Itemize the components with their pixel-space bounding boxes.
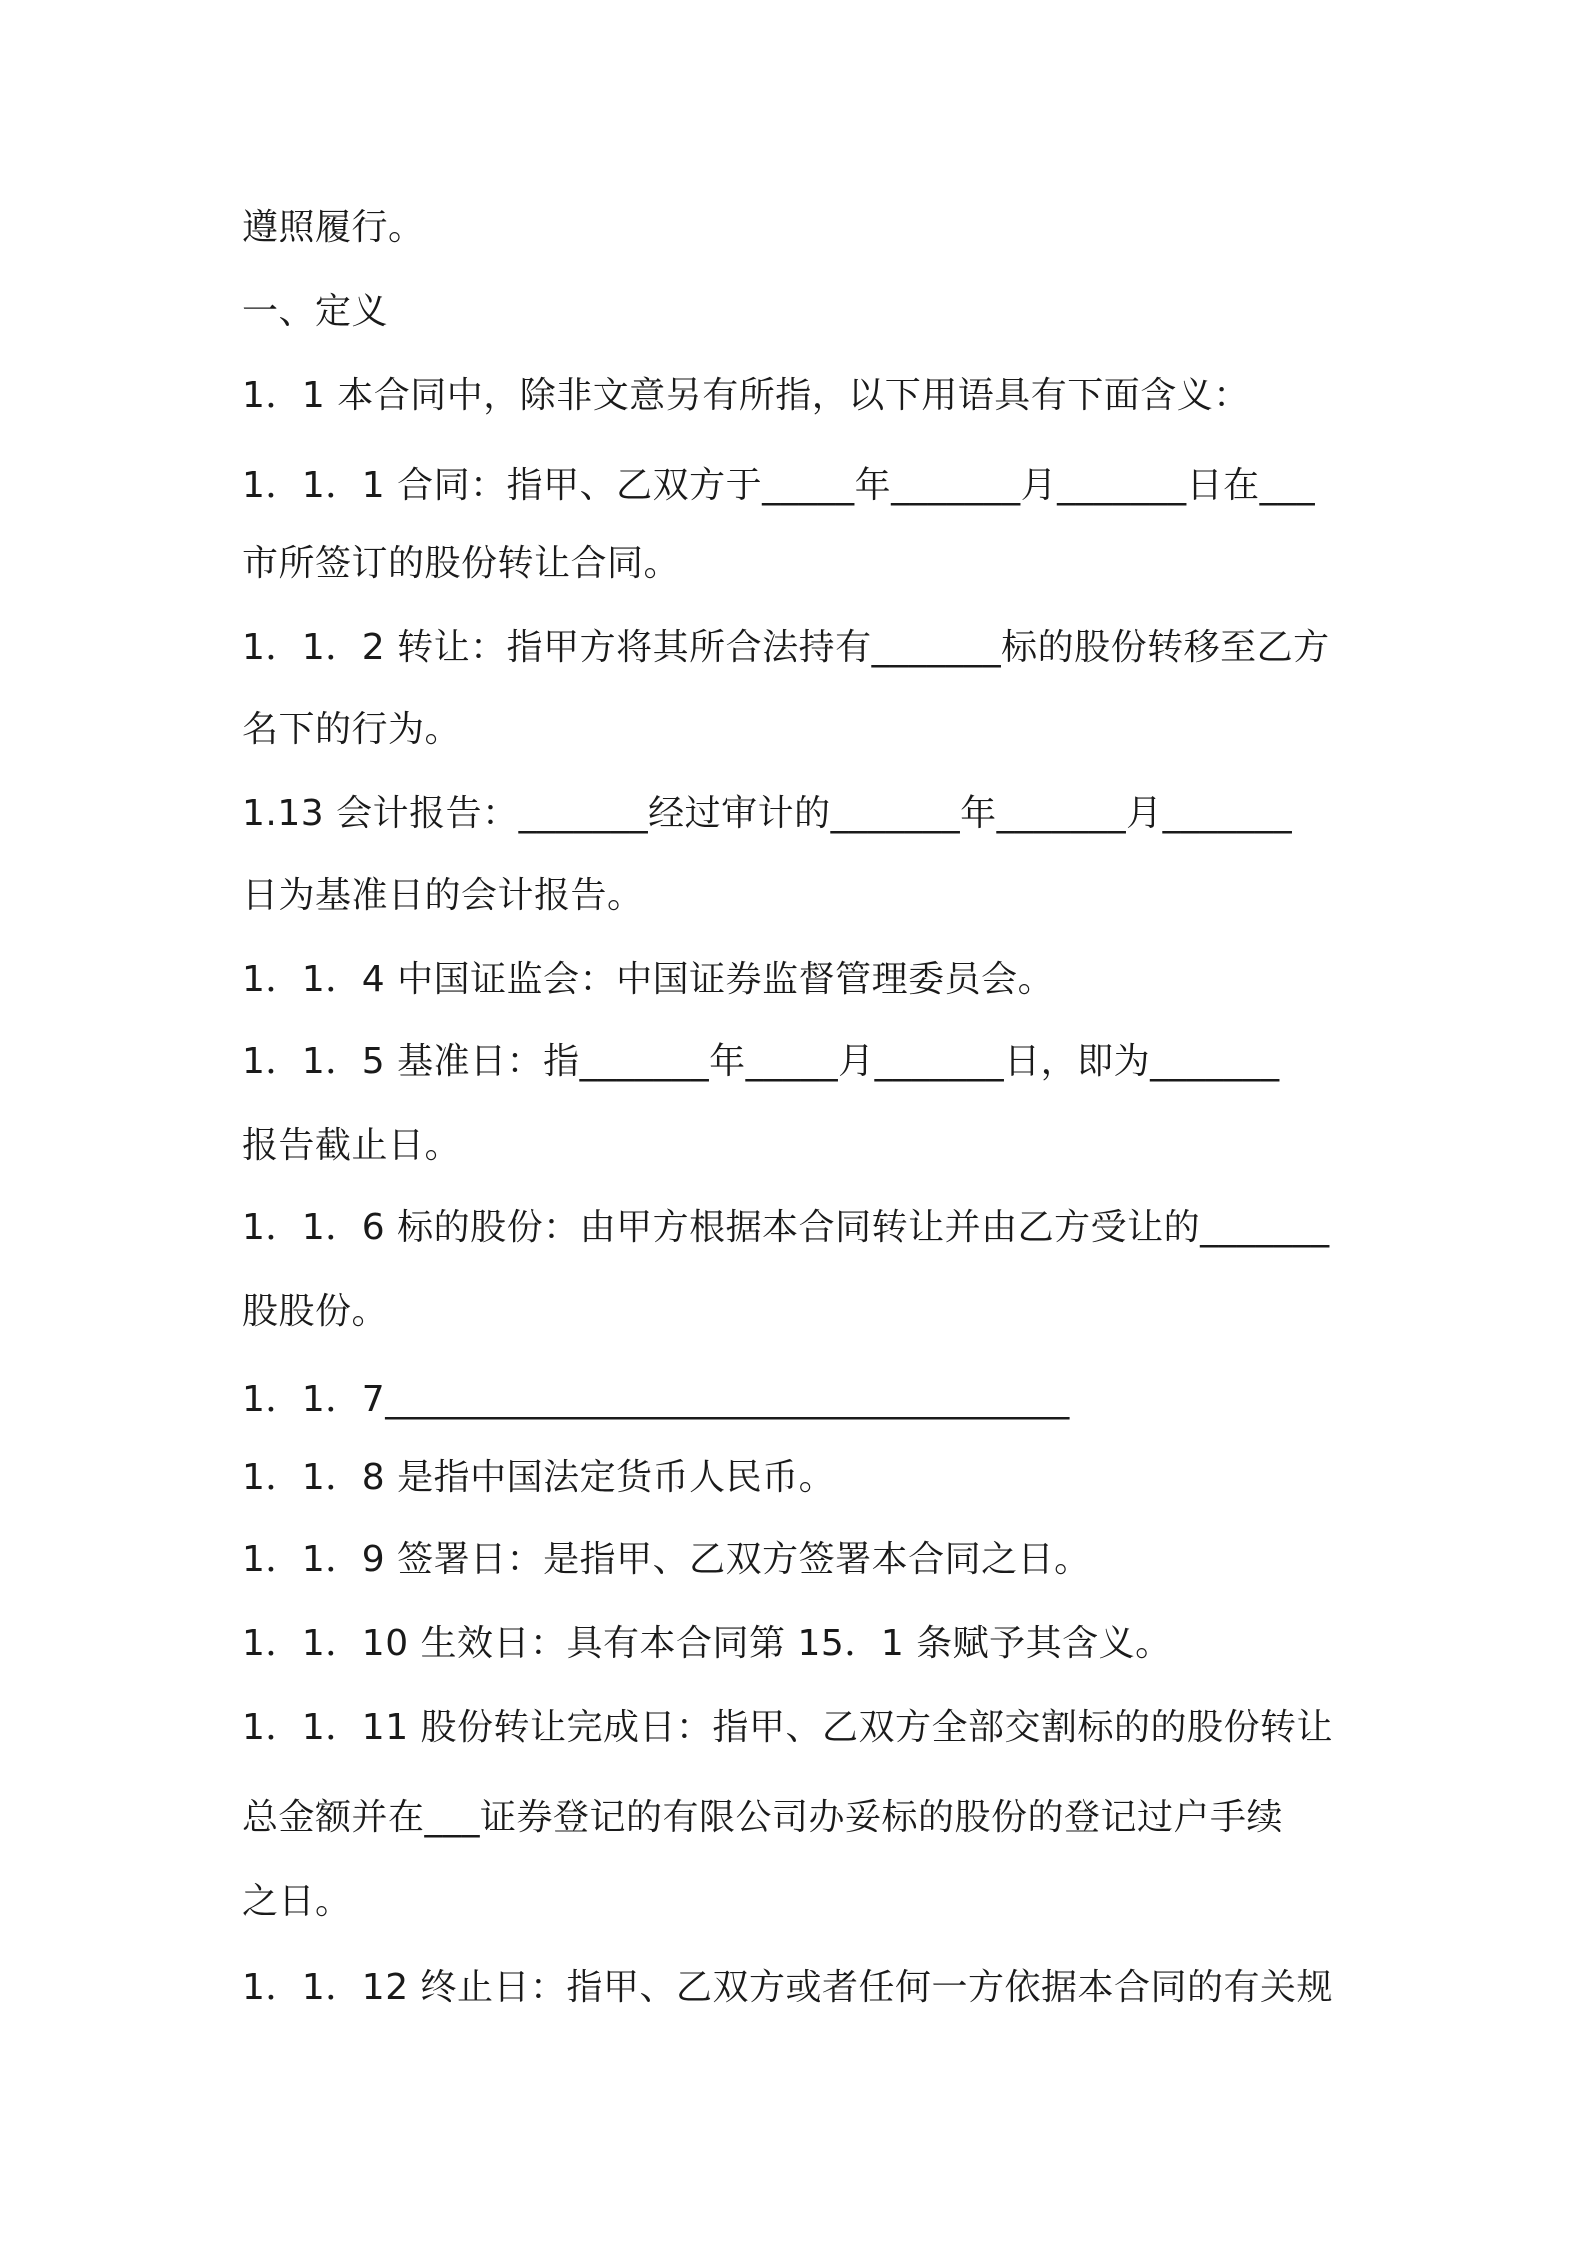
text-line: 日为基准日的会计报告。 [242,875,644,916]
text-line: 股股份。 [242,1291,389,1332]
text-line: 之日。 [242,1881,352,1922]
text-line: 1．1．9 签署日：是指甲、乙双方签署本合同之日。 [242,1539,1091,1580]
section-heading: 一、定义 [242,291,389,332]
text-line: 1.13 会计报告：_______经过审计的_______年_______月_______ [242,793,1293,834]
text-line: 总金额并在___证券登记的有限公司办妥标的股份的登记过户手续 [242,1797,1284,1838]
text-line: 1．1．2 转让：指甲方将其所合法持有_______标的股份转移至乙方 [242,627,1330,668]
text-line: 报告截止日。 [242,1125,462,1166]
text-line: 遵照履行。 [242,207,425,248]
text-line: 1．1．8 是指中国法定货币人民币。 [242,1457,836,1498]
text-line: 1．1．4 中国证监会：中国证券监督管理委员会。 [242,959,1055,1000]
text-line: 1．1．6 标的股份：由甲方根据本合同转让并由乙方受让的_______ [242,1207,1330,1248]
text-line: 1．1．10 生效日：具有本合同第 15．1 条赋予其含义。 [242,1623,1172,1664]
text-line: 1．1．11 股份转让完成日：指甲、乙双方全部交割标的的股份转让 [242,1707,1334,1748]
text-line: 1．1．12 终止日：指甲、乙双方或者任何一方依据本合同的有关规 [242,1967,1334,2008]
text-line: 市所签订的股份转让合同。 [242,543,681,584]
text-line: 1．1．1 合同：指甲、乙双方于_____年_______月_______日在___ [242,465,1316,506]
text-line: 1．1 本合同中，除非文意另有所指，以下用语具有下面含义： [242,375,1250,416]
text-line: 1．1．5 基准日：指_______年_____月_______日，即为_______ [242,1041,1280,1082]
text-line: 名下的行为。 [242,709,462,750]
text-line: 1．1．7_____________________________________ [242,1379,1070,1420]
